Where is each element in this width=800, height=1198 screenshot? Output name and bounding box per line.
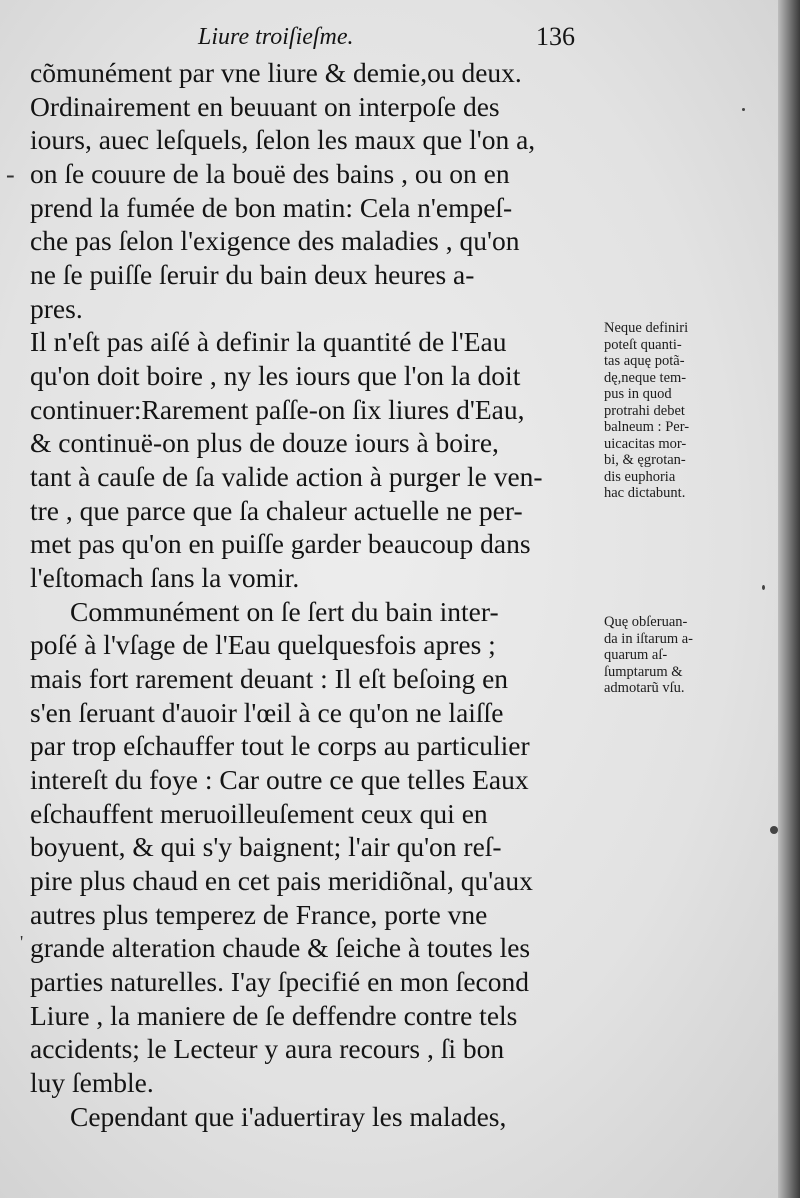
text-line: eſchauffent meruoilleuſement ceux qui en (30, 798, 488, 829)
text-line: pres. (30, 293, 83, 324)
page-header (0, 18, 800, 58)
text-line: tant à cauſe de ſa valide action à purger le ven- (30, 461, 543, 492)
margin-tick-mark: ' (20, 932, 24, 952)
margin-note-line: dę,neque tem- (604, 369, 687, 386)
margin-note (604, 320, 774, 502)
margin-dash-mark: - (6, 160, 15, 189)
text-line: che pas ſelon l'exigence des maladies , qu'on (30, 225, 520, 256)
text-line: & continuë-on plus de douze iours à boire, (30, 427, 499, 458)
margin-note-line: pus in quod (604, 386, 672, 402)
margin-note-line: balneum : Per- (604, 419, 690, 435)
margin-note-line: admotarũ vſu. (604, 680, 685, 696)
text-line: continuer:Rarement paſſe-on ſix liures d'Eau, (30, 394, 525, 425)
margin-note-line: uicacitas mor- (604, 435, 687, 452)
margin-note-line: Neque definiri (604, 320, 689, 336)
text-line: autres plus temperez de France, porte vne (30, 899, 488, 930)
text-line: boyuent, & qui s'y baignent; l'air qu'on reſ- (30, 831, 502, 862)
ink-speck (762, 585, 765, 590)
main-text (0, 56, 800, 1136)
text-line: Ordinairement en beuuant on interpoſe des (30, 91, 500, 122)
text-line: prend la fumée de bon matin: Cela n'empeſ- (30, 192, 513, 223)
text-line: on ſe couure de la bouë des bains , ou on en (30, 158, 510, 189)
text-line: cõmunément par vne liure & demie,ou deux. (30, 57, 522, 88)
text-line: tre , que parce que ſa chaleur actuelle ne per- (30, 495, 523, 526)
text-line: iours, auec leſquels, ſelon les maux que l'on a, (30, 124, 536, 155)
margin-note-line: Quę obſeruan- (604, 614, 688, 630)
text-line: qu'on doit boire , ny les iours que l'on la doit (30, 360, 521, 391)
text-line: met pas qu'on en puiſſe garder beaucoup dans (30, 528, 531, 559)
text-line: Cependant que i'aduertiray les malades, (70, 1101, 507, 1132)
text-line: grande alteration chaude & ſeiche à toutes les (30, 932, 531, 963)
margin-note-line: dis euphoria (604, 468, 676, 485)
margin-note-line: ſumptarum & (604, 663, 683, 680)
text-line: par trop eſchauffer tout le corps au particulier (30, 730, 530, 761)
text-line: intereſt du foye : Car outre ce que telles Eaux (30, 764, 529, 795)
text-line: accidents; le Lecteur y aura recours , ſi bon (30, 1033, 505, 1064)
text-line: s'en ſeruant d'auoir l'œil à ce qu'on ne laiſſe (30, 697, 504, 728)
text-line: parties naturelles. I'ay ſpecifié en mon ſecond (30, 966, 529, 997)
margin-note-line: poteſt quanti- (604, 336, 682, 353)
text-line: mais fort rarement deuant : Il eſt beſoing en (30, 663, 509, 694)
ink-speck (742, 108, 745, 111)
text-line: poſé à l'vſage de l'Eau quelquesfois apres ; (30, 629, 496, 660)
text-line: luy ſemble. (30, 1067, 154, 1098)
text-line: pire plus chaud en cet pais meridiõnal, qu'aux (30, 865, 533, 896)
text-line: Il n'eſt pas aiſé à definir la quantité de l'Eau (30, 326, 507, 357)
page-number: 136 (536, 22, 575, 51)
ink-speck (770, 826, 778, 834)
text-line: Communément on ſe ſert du bain inter- (70, 596, 499, 627)
running-title: Liure troiſieſme. (198, 24, 354, 50)
margin-note-line: da in iſtarum a- (604, 630, 693, 647)
margin-note-line: hac dictabunt. (604, 485, 686, 501)
text-line: ne ſe puiſſe ſeruir du bain deux heures a- (30, 259, 475, 290)
margin-note (604, 614, 774, 697)
text-line: l'eſtomach ſans la vomir. (30, 562, 300, 593)
margin-note-line: quarum aſ- (604, 647, 668, 663)
margin-note-line: protrahi debet (604, 402, 685, 419)
text-line: Liure , la maniere de ſe deffendre contre tels (30, 1000, 518, 1031)
margin-note-line: bi, & ęgrotan- (604, 452, 686, 468)
margin-note-line: tas aquę potã- (604, 353, 685, 369)
